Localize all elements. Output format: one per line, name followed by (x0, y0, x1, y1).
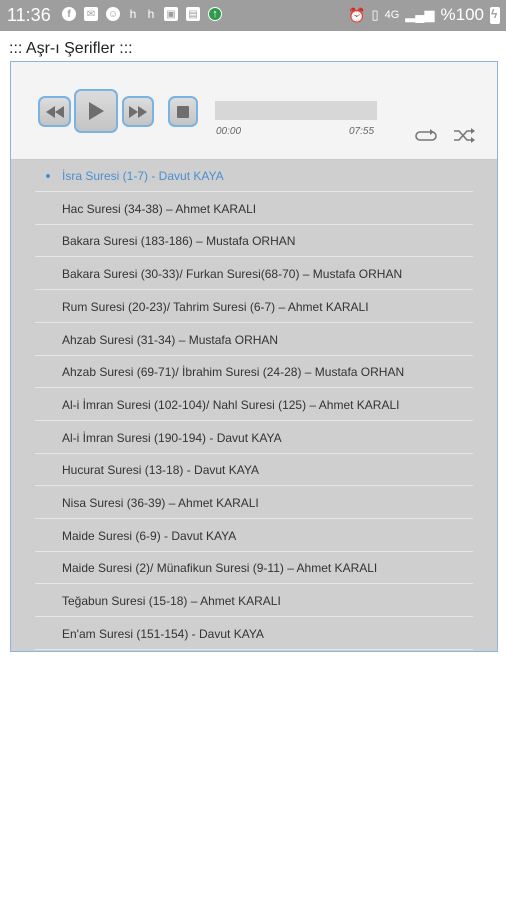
fast-forward-icon (129, 106, 147, 118)
playlist-item[interactable] (35, 193, 473, 225)
playlist-item[interactable] (35, 585, 473, 617)
update-icon: ↑ (208, 7, 222, 21)
notification-h-icon-2: h (147, 7, 155, 21)
playlist-item[interactable] (35, 454, 473, 486)
status-right (348, 5, 500, 25)
active-bullet-icon (46, 174, 50, 178)
playlist-item[interactable] (35, 356, 473, 388)
playlist-item-label: Hucurat Suresi (13-18) - Davut KAYA (62, 463, 259, 478)
package-icon: ▣ (164, 7, 178, 21)
message-icon: ✉ (84, 7, 98, 21)
rewind-icon (46, 106, 64, 118)
fast-forward-button[interactable] (122, 96, 154, 127)
playlist-item-label: Ahzab Suresi (31-34) – Mustafa ORHAN (62, 332, 279, 347)
status-time: 11:36 (7, 5, 51, 25)
player-controls (11, 62, 497, 160)
battery-percent: %100 (440, 5, 484, 24)
playlist-item[interactable] (35, 618, 473, 650)
playlist-item-label: Maide Suresi (2)/ Münafikun Suresi (9-11) – Ahmet KARALI (62, 561, 378, 576)
notification-h-icon: h (129, 7, 137, 21)
playlist-item-label: Bakara Suresi (183-186) – Mustafa ORHAN (62, 234, 296, 249)
status-bar (0, 0, 506, 31)
alarm-icon: ⏰ (348, 6, 366, 23)
battery-icon (490, 7, 500, 24)
playlist-item-label: Nisa Suresi (36-39) – Ahmet KARALI (62, 496, 259, 510)
playlist-item[interactable] (35, 324, 473, 356)
playlist-item-label: Al-i İmran Suresi (102-104)/ Nahl Suresi (125) – Ahmet KARALI (62, 397, 400, 412)
stop-icon (177, 106, 189, 118)
playlist-item-label: İsra Suresi (1-7) - Davut KAYA (62, 169, 224, 183)
vibrate-icon: ▯ (371, 7, 379, 22)
duration: 07:55 (349, 126, 375, 137)
seek-bar[interactable] (215, 101, 377, 120)
playlist-item[interactable] (35, 422, 473, 454)
play-button[interactable] (74, 89, 118, 133)
page-title: ::: Aşr-ı Şerifler ::: (9, 40, 133, 57)
audio-player (10, 61, 498, 652)
playlist (11, 160, 497, 651)
playlist-item-label: En'am Suresi (151-154) - Davut KAYA (62, 626, 264, 641)
signal-icon: ▂▄▆ (405, 7, 435, 22)
repeat-icon[interactable] (415, 126, 439, 144)
play-icon (88, 102, 104, 120)
notification-icons (62, 7, 222, 21)
network-label: 4G (384, 9, 400, 21)
image-icon: ▤ (186, 7, 200, 21)
playlist-item-label: Al-i İmran Suresi (190-194) - Davut KAYA (62, 430, 282, 445)
stop-button[interactable] (168, 96, 198, 127)
playlist-item-label: Bakara Suresi (30-33)/ Furkan Suresi(68-70) – Mustafa ORHAN (62, 267, 403, 282)
account-icon: ☺ (107, 8, 119, 20)
playlist-item-label: Rum Suresi (20-23)/ Tahrim Suresi (6-7) – Ahmet KARALI (62, 299, 369, 314)
facebook-icon: f (62, 7, 76, 21)
playlist-item-label: Maide Suresi (6-9) - Davut KAYA (62, 528, 237, 543)
playlist-item[interactable] (35, 520, 473, 552)
playlist-item-label: Ahzab Suresi (69-71)/ İbrahim Suresi (24-28) – Mustafa ORHAN (62, 365, 405, 380)
playlist-item[interactable] (35, 389, 473, 421)
playlist-item[interactable] (35, 160, 473, 192)
rewind-button[interactable] (38, 96, 71, 127)
playlist-item-label: Hac Suresi (34-38) – Ahmet KARALI (62, 201, 257, 216)
playlist-item[interactable] (35, 258, 473, 290)
playlist-item[interactable] (35, 487, 473, 519)
playlist-item-label: Teğabun Suresi (15-18) – Ahmet KARALI (62, 594, 281, 609)
current-time: 00:00 (216, 126, 242, 137)
shuffle-icon[interactable] (452, 126, 476, 144)
playlist-item[interactable] (35, 552, 473, 584)
playlist-item[interactable] (35, 291, 473, 323)
playlist-item[interactable] (35, 225, 473, 257)
